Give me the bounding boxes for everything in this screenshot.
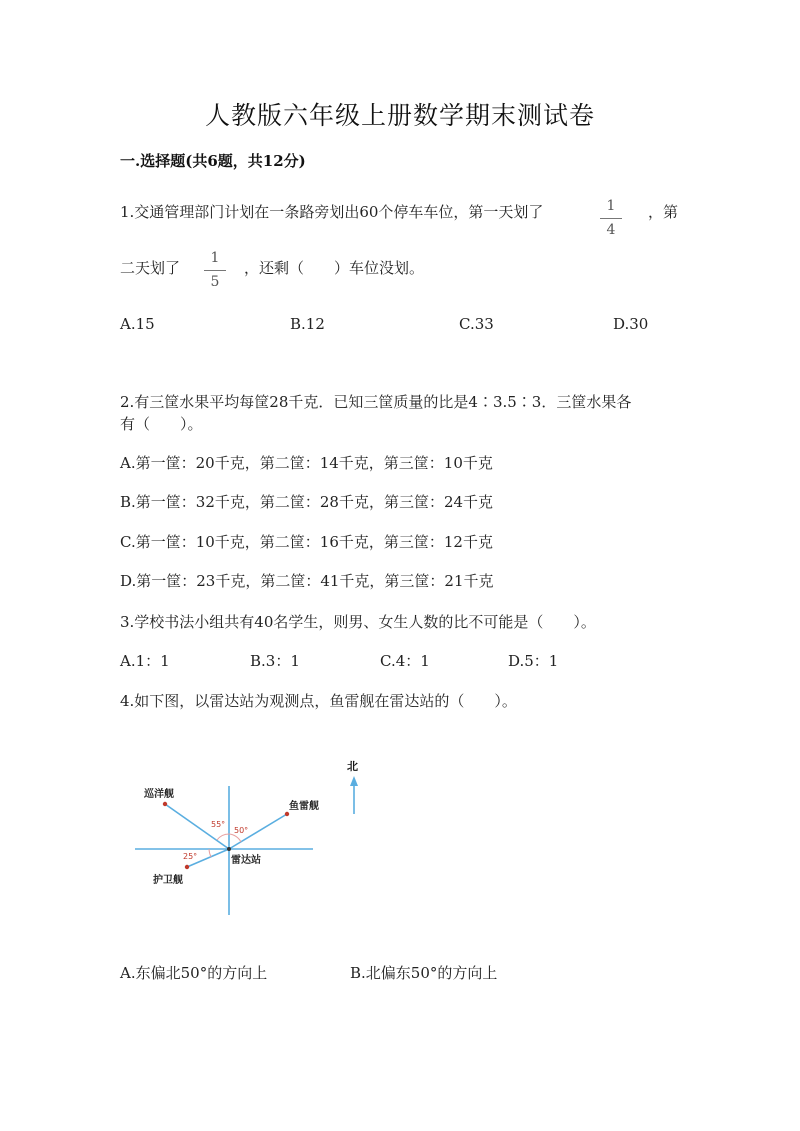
angle-arc-escort bbox=[209, 849, 211, 857]
angle-label-escort: 25° bbox=[183, 852, 198, 861]
question-4-option-b[interactable]: B.北偏东50°的方向上 bbox=[350, 964, 498, 982]
question-1-line-2-end: ，还剩（ ）车位没划。 bbox=[244, 259, 425, 277]
question-2-option-b[interactable]: B.第一筐：32千克，第二筐：28千克，第三筐：24千克 bbox=[120, 493, 494, 511]
fraction-numerator: 1 bbox=[210, 250, 220, 266]
question-3-option-b[interactable]: B.3：1 bbox=[250, 652, 300, 670]
question-3-option-a[interactable]: A.1：1 bbox=[120, 652, 170, 670]
radar-label: 雷达站 bbox=[231, 855, 261, 866]
question-1-line-1: 1.交通管理部门计划在一条路旁划出60个停车车位，第一天划了 bbox=[120, 203, 544, 221]
torpedo-label: 鱼雷舰 bbox=[289, 801, 319, 812]
fraction-bar bbox=[600, 218, 622, 219]
cruiser-label: 巡洋舰 bbox=[144, 789, 174, 800]
question-3-text: 3.学校书法小组共有40名学生，则男、女生人数的比不可能是（ ）。 bbox=[120, 613, 596, 631]
question-1-line-2-start: 二天划了 bbox=[120, 259, 181, 277]
fraction-bar bbox=[204, 270, 226, 271]
fraction-one-fifth bbox=[204, 251, 226, 289]
question-1-option-c[interactable]: C.33 bbox=[459, 315, 494, 333]
fraction-denominator: 5 bbox=[210, 274, 220, 290]
angle-arc-cruiser bbox=[217, 834, 229, 840]
question-1-option-d[interactable]: D.30 bbox=[613, 315, 649, 333]
question-3-option-d[interactable]: D.5：1 bbox=[508, 652, 559, 670]
escort-point bbox=[185, 865, 189, 869]
angle-label-cruiser: 55° bbox=[211, 820, 226, 829]
north-arrow-icon bbox=[350, 776, 358, 786]
radar-direction-diagram bbox=[125, 750, 375, 920]
question-2-line-1: 2.有三筐水果平均每筐28千克．已知三筐质量的比是4∶3.5∶3．三筐水果各 bbox=[120, 393, 632, 411]
north-label: 北 bbox=[347, 760, 358, 773]
question-2-line-2: 有（ ）。 bbox=[120, 415, 203, 433]
question-1-option-b[interactable]: B.12 bbox=[290, 315, 325, 333]
cruiser-point bbox=[163, 802, 167, 806]
torpedo-point bbox=[285, 812, 289, 816]
question-2-option-d[interactable]: D.第一筐：23千克，第二筐：41千克，第三筐：21千克 bbox=[120, 572, 494, 590]
section-heading: 一.选择题(共6题，共12分) bbox=[120, 152, 306, 170]
page-title: 人教版六年级上册数学期末测试卷 bbox=[204, 101, 595, 130]
question-2-option-a[interactable]: A.第一筐：20千克，第二筐：14千克，第三筐：10千克 bbox=[120, 454, 493, 472]
radar-point bbox=[227, 847, 231, 851]
question-1-option-a[interactable]: A.15 bbox=[120, 315, 155, 333]
question-3-option-c[interactable]: C.4：1 bbox=[380, 652, 430, 670]
fraction-denominator: 4 bbox=[606, 222, 616, 238]
angle-arc-torpedo bbox=[229, 834, 241, 842]
question-2-option-c[interactable]: C.第一筐：10千克，第二筐：16千克，第三筐：12千克 bbox=[120, 533, 493, 551]
question-4-text: 4.如下图，以雷达站为观测点，鱼雷舰在雷达站的（ ）。 bbox=[120, 692, 517, 710]
question-4-option-a[interactable]: A.东偏北50°的方向上 bbox=[120, 964, 268, 982]
fraction-numerator: 1 bbox=[606, 198, 616, 214]
angle-label-torpedo: 50° bbox=[234, 826, 249, 835]
escort-label: 护卫舰 bbox=[153, 875, 183, 886]
question-1-line-1-end: ，第 bbox=[648, 203, 679, 221]
fraction-one-quarter bbox=[600, 199, 622, 237]
